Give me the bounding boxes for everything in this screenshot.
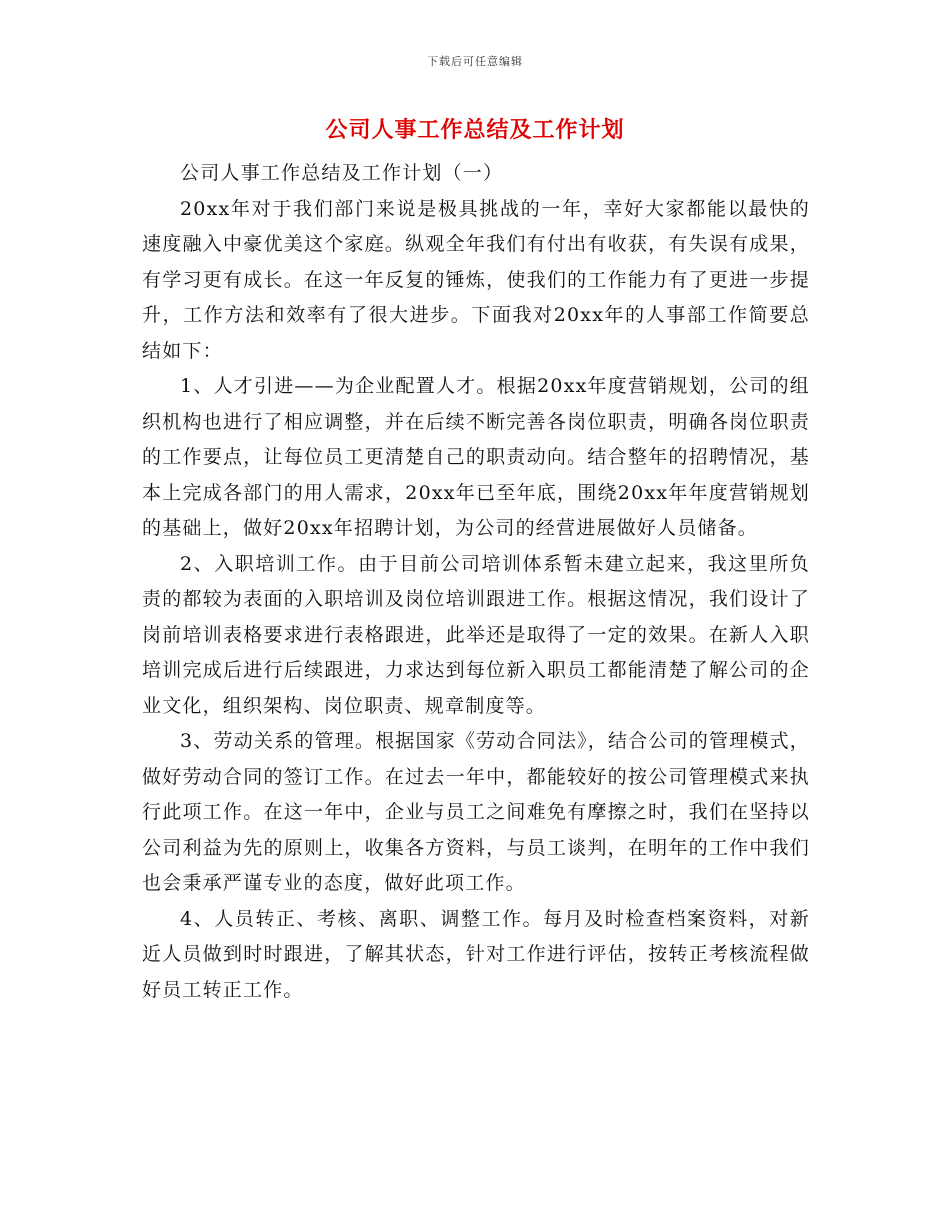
document-title: 公司人事工作总结及工作计划: [325, 117, 625, 143]
header-note: 下载后可任意编辑: [427, 55, 523, 68]
section-heading: 公司人事工作总结及工作计划（一）: [180, 162, 504, 184]
paragraph-intro: 20xx年对于我们部门来说是极具挑战的一年，幸好大家都能以最快的速度融入中豪优美这个家庭。纵观全年我们有付出有收获，有失误有成果，有学习更有成长。在这一年反复的锤炼，使我们的工作能力有了更进一步提升，工作方法和效率有了很大进步。下面我对20xx年的人事部工作简要总结如下：: [142, 197, 810, 362]
paragraph-item-3: 3、劳动关系的管理。根据国家《劳动合同法》，结合公司的管理模式，做好劳动合同的签订工作。在过去一年中，都能较好的按公司管理模式来执行此项工作。在这一年中，企业与员工之间难免有摩擦之时，我们在坚持以公司利益为先的原则上，收集各方资料，与员工谈判，在明年的工作中我们也会秉承严谨专业的态度，做好此项工作。: [142, 730, 810, 894]
document-body: [142, 156, 810, 1008]
paragraph-item-1: 1、人才引进——为企业配置人才。根据20xx年度营销规划，公司的组织机构也进行了相应调整，并在后续不断完善各岗位职责，明确各岗位职责的工作要点，让每位员工更清楚自己的职责动向。结合整年的招聘情况，基本上完成各部门的用人需求，20xx年已至年底，围绕20xx年年度营销规划的基础上，做好20xx年招聘计划，为公司的经营进展做好人员储备。: [142, 375, 810, 539]
paragraph-item-2: 2、入职培训工作。由于目前公司培训体系暂未建立起来，我这里所负责的都较为表面的入职培训及岗位培训跟进工作。根据这情况，我们设计了岗前培训表格要求进行表格跟进，此举还是取得了一定的效果。在新人入职培训完成后进行后续跟进，力求达到每位新入职员工都能清楚了解公司的企业文化，组织架构、岗位职责、规章制度等。: [142, 552, 810, 717]
paragraph-item-4: 4、人员转正、考核、离职、调整工作。每月及时检查档案资料，对新近人员做到时时跟进，了解其状态，针对工作进行评估，按转正考核流程做好员工转正工作。: [142, 907, 810, 1001]
